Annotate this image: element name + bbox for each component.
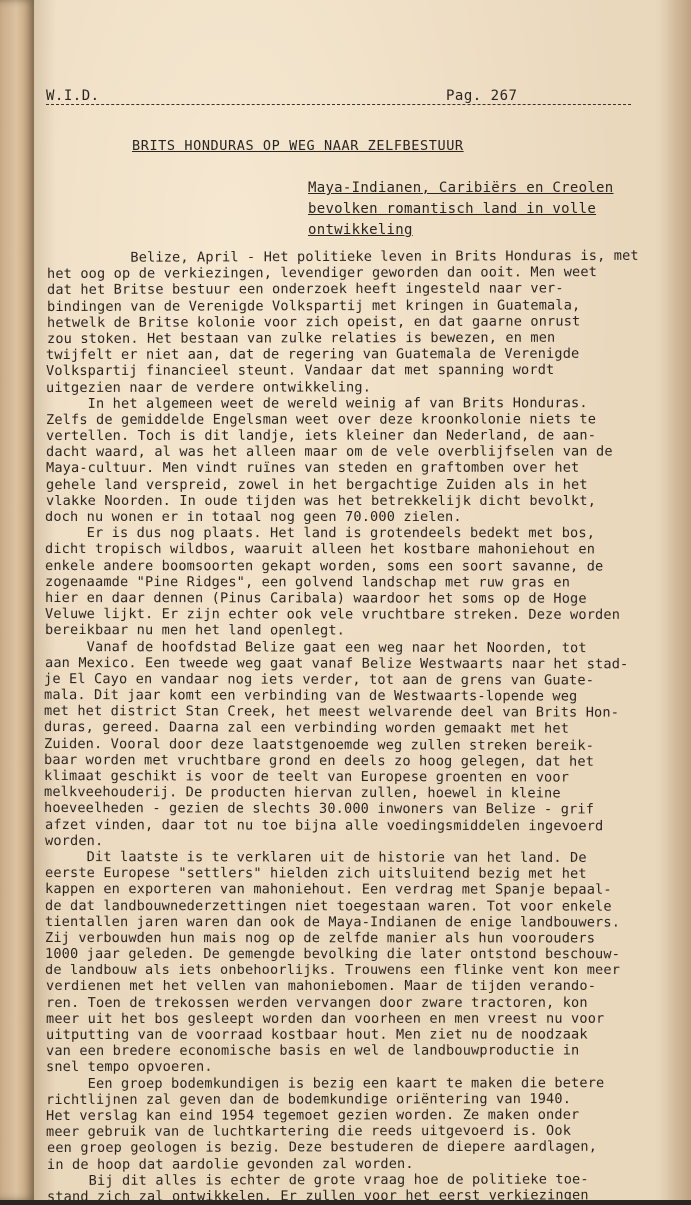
document-page — [34, 0, 691, 1205]
header-source: W.I.D. — [46, 88, 100, 104]
body-line: in de hoop dat aardolie gevonden zal worden. — [46, 1155, 414, 1173]
body-line: stand zich zal ontwikkelen. Er zullen voor het eerst verkiezingen — [46, 1187, 589, 1205]
body-line: Maya-cultuur. Men vindt ruïnes van steden en graftomben over het — [45, 460, 580, 477]
body-line: zou stoken. Het bestaan van zulke relaties is bewezen, en men — [46, 329, 555, 347]
body-line: Zuiden. Vooral door deze laatstgenoemde weg zullen streken bereik- — [43, 735, 595, 754]
body-line: Belize, April - Het politieke leven in Brits Honduras is, met — [46, 247, 639, 266]
body-line: uitputting van de voorraad kostbaar hout. Men ziet nu de noodzaak — [45, 1026, 588, 1043]
body-line: vlakke Noorden. In oude tijden was het betrekkelijk dicht bevolkt, — [45, 492, 596, 509]
page-header — [34, 88, 634, 110]
body-line: Het verslag kan eind 1954 tegemoet gezien worden. Ze maken onder — [46, 1106, 580, 1124]
body-line: hetwelk de Britse kolonie voor zich opeist, en dat gaarne onrust — [46, 313, 581, 331]
body-line: worden. — [44, 832, 103, 849]
body-line: hier en daar dennen (Pinus Caribala) waardoor het soms op de Hoge — [44, 589, 587, 607]
body-line: gehele land verspreid, zowel in het bergachtige Zuiden als in het — [45, 476, 588, 493]
body-line: 1000 jaar geleden. De gemengde bevolking die later ontstond beschouw- — [45, 946, 621, 963]
body-line: hoeveelheden - gezien de slechts 30.000 inwoners van Belize - grif — [44, 800, 595, 818]
body-line: melkveehouderij. De producten hiervan zullen, hoewel in kleine — [44, 784, 562, 802]
article-subtitle — [308, 178, 638, 241]
body-line: Zij verbouwden hun mais nog op de zelfde manier als hun voorouders — [45, 929, 596, 947]
body-line: tientallen jaren waren dan ook de Maya-Indianen de enige landbouwers. — [45, 913, 621, 931]
body-line: van een bredere economische basis en wel de landbouwproductie in — [45, 1042, 580, 1060]
body-line: afzet vinden, daar tot nu toe bijna alle voedingsmiddelen ingevoerd — [44, 816, 603, 834]
body-line: uitgezien naar de verdere ontwikkeling. — [46, 378, 372, 396]
body-line: Zelfs de gemiddelde Engelsman weet over deze kroonkolonie niets te — [45, 411, 597, 428]
body-line: Er is dus nog plaats. Het land is grotendeels bedekt met bos, — [45, 525, 596, 542]
body-line: enkele andere boomsoorten gekapt worden, soms een soort savanne, de — [45, 557, 604, 575]
body-line: bindingen van de Verenigde Volkspartij met kringen in Guatemala, — [46, 296, 581, 315]
body-line: kappen en exporteren van mahoniehout. Een verdrag met Spanje bepaal- — [44, 881, 612, 899]
body-line: Vanaf de hoofdstad Belize gaat een weg naar het Noorden, tot — [44, 638, 587, 656]
left-page-edge — [0, 0, 36, 1200]
article-body — [34, 247, 654, 1205]
body-line: Veluwe lijkt. Er zijn echter ook vele vruchtbare streken. Deze worden — [44, 606, 620, 624]
body-line: mala. Dit jaar komt een verbinding van de Westwaarts-lopende weg — [44, 687, 578, 705]
body-line: duras, gereed. Daarna zal een verbinding worden gemaakt met het — [44, 719, 570, 738]
body-line: Volkspartij financieel steunt. Vandaar dat met spanning wordt — [46, 362, 555, 380]
subtitle-line: ontwikkeling — [308, 222, 413, 238]
body-line: eerste Europese "settlers" hielden zich uitsluitend bezig met het — [44, 865, 587, 882]
body-line: klimaat geschikt is voor de teelt van Europese groenten en voor — [44, 768, 570, 786]
body-line: je El Cayo en vandaar nog iets verder, tot aan de grens van Guate- — [44, 670, 595, 689]
body-line: een groep geologen is bezig. Deze bestuderen de diepere aardlagen, — [46, 1138, 597, 1157]
body-line: richtlijnen zal geven dan de bodemkundige oriëntering van 1940. — [46, 1090, 572, 1108]
body-line: met het district Stan Creek, het meest welvarende deel van Brits Hon- — [44, 703, 620, 721]
body-line: meer uit het bos gesleept worden dan voorheen en men vreest nu voor — [45, 1010, 605, 1027]
body-line: In het algemeen weet de wereld weinig af van Brits Honduras. — [46, 394, 588, 412]
article-title: BRITS HONDURAS OP WEG NAAR ZELFBESTUUR — [132, 138, 464, 154]
page-edge-shadow — [661, 0, 691, 1200]
body-line: zogenaamde "Pine Ridges", een golvend landschap met ruw gras en — [44, 573, 571, 591]
body-line: aan Mexico. Een tweede weg gaat vanaf Belize Westwaarts naar het stad- — [44, 654, 628, 673]
body-line: de dat landbouwnederzettingen niet toegestaan waren. Tot voor enkele — [44, 897, 612, 915]
body-line: dat het Britse bestuur een onderzoek heeft ingesteld naar ver- — [46, 280, 564, 299]
body-line: dacht waard, al was het alleen maar om de vele overblijfselen van de — [45, 443, 613, 461]
body-line: Bij dit alles is echter de grote vraag hoe de politieke toe- — [46, 1171, 589, 1189]
header-page-number: Pag. 267 — [446, 88, 518, 104]
body-line: verdienen met het vellen van mahoniebomen. Maar de tijden verando- — [45, 978, 596, 995]
body-line: snel tempo opvoeren. — [45, 1059, 213, 1076]
body-line: doch nu wonen er in totaal nog geen 70.000 zielen. — [45, 509, 463, 526]
body-line: het oog op de verkiezingen, levendiger geworden dan ooit. Men weet — [46, 264, 597, 283]
subtitle-line: Maya-Indianen, Caribiërs en Creolen — [308, 180, 614, 196]
body-line: de landbouw als iets onbehoorlijks. Trouwens een flinke vent kon meer — [45, 962, 621, 979]
body-line: vertellen. Toch is dit landje, iets kleiner dan Nederland, de aan- — [45, 427, 596, 445]
body-line: ren. Toen de trekossen werden vervangen door zware tractoren, kon — [45, 994, 588, 1011]
body-line: meer gebruik van de luchtkartering die reeds uitgevoerd is. Ook — [46, 1122, 572, 1141]
body-line: Dit laatste is te verklaren uit de historie van het land. De — [44, 848, 587, 866]
body-line: baar worden met vruchtbare grond en deels zo hoog gelegen, dat het — [44, 751, 595, 770]
body-line: Een groep bodemkundigen is bezig een kaart te maken die betere — [46, 1074, 605, 1092]
body-line: bereikbaar nu men het land openlegt. — [44, 622, 345, 639]
body-line: twijfelt er niet aan, dat de regering van Guatemala de Verenigde — [46, 345, 580, 364]
body-line: dicht tropisch wildbos, waaruit alleen het kostbare mahoniehout en — [45, 541, 596, 558]
header-rule — [46, 104, 631, 105]
subtitle-line: bevolken romantisch land in volle — [308, 201, 597, 217]
